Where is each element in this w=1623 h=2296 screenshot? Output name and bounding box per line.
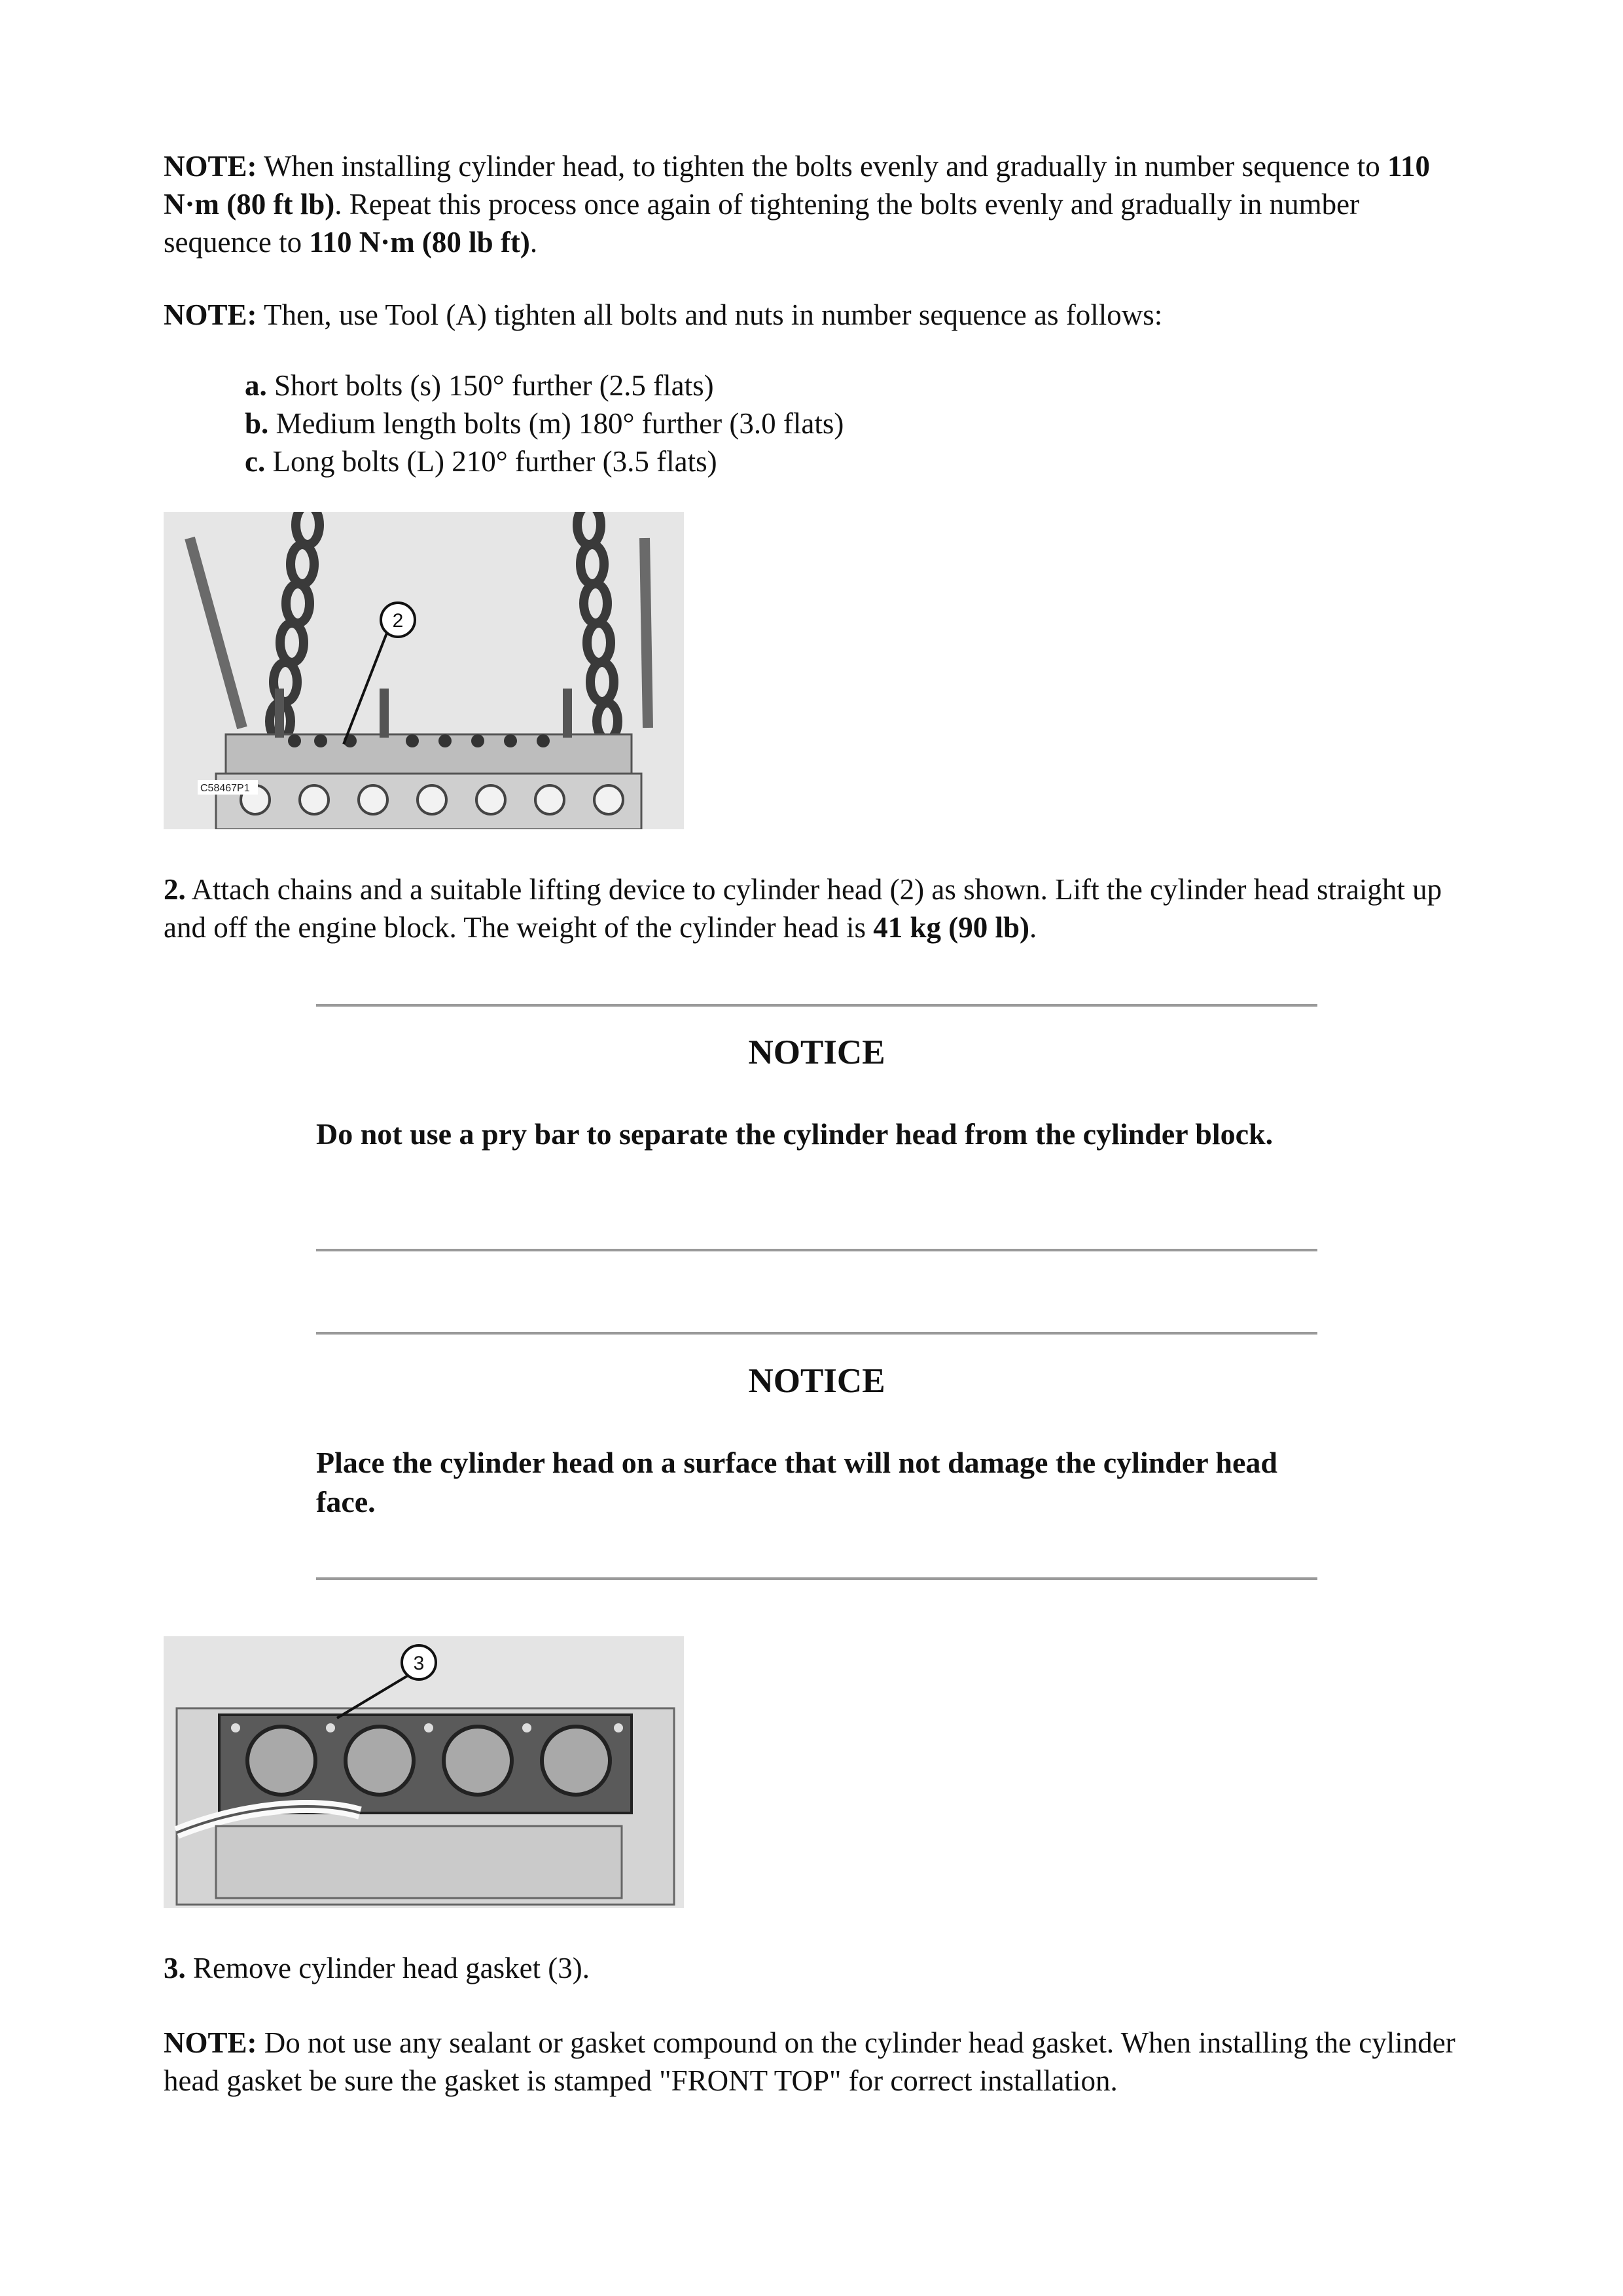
note-text: When installing cylinder head, to tighten the bolts evenly and gradually in number sequence to [257,150,1387,183]
list-text: Short bolts (s) 150° further (2.5 flats) [266,369,714,402]
torque-value: 110 N·m (80 lb ft) [309,226,530,259]
note-tool-a [164,296,1459,334]
note-label: NOTE: [164,298,257,331]
list-item [245,442,1357,480]
torque-value: 110 N·m (80 ft lb) [164,150,1431,221]
notice-title: NOTICE [748,1362,885,1400]
list-item [245,404,1357,442]
bolt-angle-list [245,367,1357,480]
figure-code: C58467P1 [200,783,250,794]
note-text: Do not use any sealant or gasket compound on the cylinder head gasket. When installing the cylinder head gasket be sure the gasket is stamped "FRONT TOP" for correct installation. [164,2026,1455,2097]
notice-top-rule [316,1332,1317,1335]
notice-top-rule [316,1004,1317,1007]
list-letter: b. [245,407,269,440]
note-tightening-sequence [164,147,1459,261]
step-text: Remove cylinder head gasket (3). [185,1952,590,1984]
photo-illustration [164,512,684,829]
weight-value: 41 kg (90 lb) [873,911,1030,944]
note-text: . [529,226,538,259]
list-text: Medium length bolts (m) 180° further (3.0 flats) [268,407,844,440]
callout-3-label: 3 [413,1653,425,1674]
step-3 [164,1949,1459,1987]
cylinder-head-lifting-photo [164,512,684,829]
step-text: . [1029,911,1037,944]
note-label: NOTE: [164,2026,257,2059]
step-text: Attach chains and a suitable lifting device to cylinder head (2) as shown. Lift the cylinder head straight up and off the engine block. The weight of the cylinder head is [164,873,1442,944]
head-gasket-photo [164,1636,684,1908]
step-2 [164,870,1459,946]
step-number: 3. [164,1952,186,1984]
list-text: Long bolts (L) 210° further (3.5 flats) [265,445,717,478]
note-gasket [164,2024,1459,2100]
photo-illustration [164,1636,684,1908]
notice-bottom-rule [316,1577,1317,1580]
note-label: NOTE: [164,150,257,183]
notice-title: NOTICE [748,1033,885,1071]
note-text: Then, use Tool (A) tighten all bolts and nuts in number sequence as follows: [257,298,1163,331]
note-text: . Repeat this process once again of tightening the bolts evenly and gradually in number sequence to [164,188,1360,259]
list-letter: c. [245,445,266,478]
list-item [245,367,1357,404]
callout-2-label: 2 [392,610,404,632]
list-letter: a. [245,369,267,402]
step-number: 2. [164,873,186,906]
notice-bottom-rule [316,1249,1317,1251]
notice-text: Place the cylinder head on a surface that will not damage the cylinder head face. [316,1446,1277,1518]
notice-text: Do not use a pry bar to separate the cylinder head from the cylinder block. [316,1117,1274,1151]
